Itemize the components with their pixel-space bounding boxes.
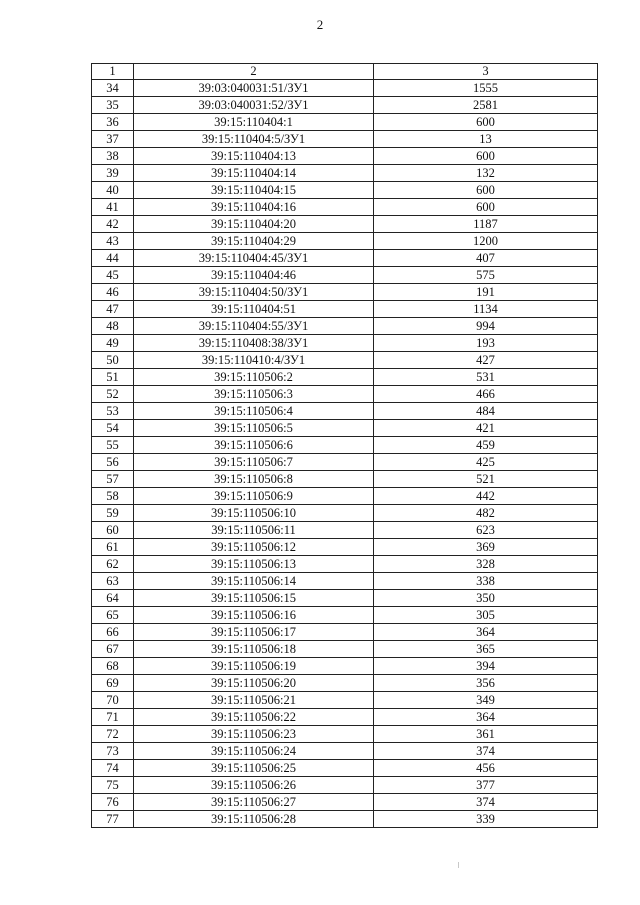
row-number-cell: 42 xyxy=(92,216,134,233)
area-cell: 377 xyxy=(374,777,598,794)
row-number-cell: 52 xyxy=(92,386,134,403)
cadastral-number-cell: 39:03:040031:51/ЗУ1 xyxy=(134,80,374,97)
cadastral-number-cell: 39:15:110506:7 xyxy=(134,454,374,471)
cadastral-number-cell: 39:15:110506:2 xyxy=(134,369,374,386)
table-row xyxy=(92,454,598,471)
cadastral-number-cell: 39:15:110506:13 xyxy=(134,556,374,573)
cadastral-number-cell: 39:15:110506:4 xyxy=(134,403,374,420)
cadastral-number-cell: 39:15:110404:51 xyxy=(134,301,374,318)
cadastral-number-cell: 39:15:110410:4/ЗУ1 xyxy=(134,352,374,369)
page-number: 2 xyxy=(316,17,324,32)
table-row xyxy=(92,301,598,318)
table-row xyxy=(92,760,598,777)
table-row xyxy=(92,811,598,828)
area-cell: 459 xyxy=(374,437,598,454)
row-number-cell: 77 xyxy=(92,811,134,828)
area-cell: 364 xyxy=(374,624,598,641)
area-cell: 600 xyxy=(374,148,598,165)
area-cell: 369 xyxy=(374,539,598,556)
row-number-cell: 51 xyxy=(92,369,134,386)
cadastral-number-cell: 39:15:110506:17 xyxy=(134,624,374,641)
area-cell: 374 xyxy=(374,794,598,811)
cadastral-number-cell: 39:15:110404:15 xyxy=(134,182,374,199)
area-cell: 1134 xyxy=(374,301,598,318)
area-cell: 350 xyxy=(374,590,598,607)
cadastral-number-cell: 39:15:110404:13 xyxy=(134,148,374,165)
cadastral-number-cell: 39:15:110404:20 xyxy=(134,216,374,233)
cadastral-number-cell: 39:15:110506:16 xyxy=(134,607,374,624)
table-row xyxy=(92,607,598,624)
cadastral-number-cell: 39:15:110408:38/ЗУ1 xyxy=(134,335,374,352)
area-cell: 374 xyxy=(374,743,598,760)
cadastral-number-cell: 39:15:110506:24 xyxy=(134,743,374,760)
area-cell: 456 xyxy=(374,760,598,777)
area-cell: 442 xyxy=(374,488,598,505)
table-row xyxy=(92,267,598,284)
area-cell: 623 xyxy=(374,522,598,539)
table-row xyxy=(92,199,598,216)
row-number-cell: 64 xyxy=(92,590,134,607)
area-cell: 191 xyxy=(374,284,598,301)
area-cell: 1200 xyxy=(374,233,598,250)
area-cell: 305 xyxy=(374,607,598,624)
table-row xyxy=(92,403,598,420)
cadastral-number-cell: 39:15:110506:6 xyxy=(134,437,374,454)
cadastral-number-cell: 39:15:110404:55/ЗУ1 xyxy=(134,318,374,335)
area-cell: 132 xyxy=(374,165,598,182)
cadastral-number-cell: 39:15:110506:5 xyxy=(134,420,374,437)
area-cell: 339 xyxy=(374,811,598,828)
cadastral-number-cell: 39:15:110506:12 xyxy=(134,539,374,556)
area-cell: 600 xyxy=(374,114,598,131)
area-cell: 600 xyxy=(374,199,598,216)
table-row xyxy=(92,233,598,250)
row-number-cell: 39 xyxy=(92,165,134,182)
row-number-cell: 50 xyxy=(92,352,134,369)
cadastral-number-cell: 39:03:040031:52/ЗУ1 xyxy=(134,97,374,114)
area-cell: 407 xyxy=(374,250,598,267)
land-plot-table xyxy=(91,63,598,828)
row-number-cell: 63 xyxy=(92,573,134,590)
row-number-cell: 36 xyxy=(92,114,134,131)
row-number-cell: 37 xyxy=(92,131,134,148)
table-row xyxy=(92,216,598,233)
row-number-cell: 59 xyxy=(92,505,134,522)
area-cell: 356 xyxy=(374,675,598,692)
table-row xyxy=(92,709,598,726)
area-cell: 1187 xyxy=(374,216,598,233)
row-number-cell: 53 xyxy=(92,403,134,420)
row-number-cell: 46 xyxy=(92,284,134,301)
row-number-cell: 60 xyxy=(92,522,134,539)
cadastral-number-cell: 39:15:110506:23 xyxy=(134,726,374,743)
row-number-cell: 55 xyxy=(92,437,134,454)
row-number-cell: 47 xyxy=(92,301,134,318)
cadastral-number-cell: 39:15:110404:16 xyxy=(134,199,374,216)
row-number-cell: 58 xyxy=(92,488,134,505)
area-cell: 466 xyxy=(374,386,598,403)
row-number-cell: 72 xyxy=(92,726,134,743)
row-number-cell: 73 xyxy=(92,743,134,760)
area-cell: 328 xyxy=(374,556,598,573)
column-header-1: 1 xyxy=(92,64,134,80)
table-row xyxy=(92,522,598,539)
table-row xyxy=(92,386,598,403)
cadastral-number-cell: 39:15:110506:26 xyxy=(134,777,374,794)
cadastral-number-cell: 39:15:110506:19 xyxy=(134,658,374,675)
row-number-cell: 69 xyxy=(92,675,134,692)
area-cell: 521 xyxy=(374,471,598,488)
area-cell: 1555 xyxy=(374,80,598,97)
cadastral-number-cell: 39:15:110404:29 xyxy=(134,233,374,250)
area-cell: 600 xyxy=(374,182,598,199)
cadastral-number-cell: 39:15:110506:28 xyxy=(134,811,374,828)
cadastral-number-cell: 39:15:110404:45/ЗУ1 xyxy=(134,250,374,267)
cadastral-number-cell: 39:15:110404:14 xyxy=(134,165,374,182)
row-number-cell: 68 xyxy=(92,658,134,675)
table-row xyxy=(92,437,598,454)
table-body xyxy=(92,80,598,828)
area-cell: 531 xyxy=(374,369,598,386)
area-cell: 421 xyxy=(374,420,598,437)
column-header-2: 2 xyxy=(134,64,374,80)
row-number-cell: 75 xyxy=(92,777,134,794)
table-row xyxy=(92,590,598,607)
table-row xyxy=(92,97,598,114)
table-row xyxy=(92,641,598,658)
land-plot-table-container xyxy=(91,63,597,828)
area-cell: 575 xyxy=(374,267,598,284)
area-cell: 338 xyxy=(374,573,598,590)
table-row xyxy=(92,726,598,743)
area-cell: 365 xyxy=(374,641,598,658)
area-cell: 2581 xyxy=(374,97,598,114)
table-row xyxy=(92,114,598,131)
row-number-cell: 38 xyxy=(92,148,134,165)
table-row xyxy=(92,539,598,556)
row-number-cell: 70 xyxy=(92,692,134,709)
table-row xyxy=(92,148,598,165)
row-number-cell: 65 xyxy=(92,607,134,624)
table-header-row xyxy=(92,64,598,80)
table-row xyxy=(92,165,598,182)
table-row xyxy=(92,250,598,267)
cadastral-number-cell: 39:15:110506:27 xyxy=(134,794,374,811)
cadastral-number-cell: 39:15:110506:10 xyxy=(134,505,374,522)
table-row xyxy=(92,284,598,301)
row-number-cell: 40 xyxy=(92,182,134,199)
area-cell: 364 xyxy=(374,709,598,726)
table-row xyxy=(92,777,598,794)
table-row xyxy=(92,335,598,352)
row-number-cell: 44 xyxy=(92,250,134,267)
row-number-cell: 74 xyxy=(92,760,134,777)
area-cell: 361 xyxy=(374,726,598,743)
area-cell: 427 xyxy=(374,352,598,369)
table-row xyxy=(92,692,598,709)
row-number-cell: 34 xyxy=(92,80,134,97)
cadastral-number-cell: 39:15:110506:20 xyxy=(134,675,374,692)
cadastral-number-cell: 39:15:110506:25 xyxy=(134,760,374,777)
area-cell: 482 xyxy=(374,505,598,522)
cadastral-number-cell: 39:15:110506:11 xyxy=(134,522,374,539)
cadastral-number-cell: 39:15:110506:3 xyxy=(134,386,374,403)
table-row xyxy=(92,794,598,811)
area-cell: 349 xyxy=(374,692,598,709)
table-row xyxy=(92,369,598,386)
cadastral-number-cell: 39:15:110506:8 xyxy=(134,471,374,488)
row-number-cell: 49 xyxy=(92,335,134,352)
cadastral-number-cell: 39:15:110404:5/ЗУ1 xyxy=(134,131,374,148)
cadastral-number-cell: 39:15:110404:50/ЗУ1 xyxy=(134,284,374,301)
table-row xyxy=(92,80,598,97)
row-number-cell: 71 xyxy=(92,709,134,726)
table-row xyxy=(92,352,598,369)
table-row xyxy=(92,488,598,505)
row-number-cell: 57 xyxy=(92,471,134,488)
area-cell: 994 xyxy=(374,318,598,335)
row-number-cell: 56 xyxy=(92,454,134,471)
table-row xyxy=(92,743,598,760)
table-row xyxy=(92,658,598,675)
area-cell: 484 xyxy=(374,403,598,420)
row-number-cell: 61 xyxy=(92,539,134,556)
table-row xyxy=(92,420,598,437)
cadastral-number-cell: 39:15:110506:21 xyxy=(134,692,374,709)
cadastral-number-cell: 39:15:110506:22 xyxy=(134,709,374,726)
row-number-cell: 48 xyxy=(92,318,134,335)
row-number-cell: 54 xyxy=(92,420,134,437)
table-row xyxy=(92,182,598,199)
cadastral-number-cell: 39:15:110506:14 xyxy=(134,573,374,590)
area-cell: 13 xyxy=(374,131,598,148)
table-row xyxy=(92,675,598,692)
table-row xyxy=(92,505,598,522)
area-cell: 193 xyxy=(374,335,598,352)
cadastral-number-cell: 39:15:110506:18 xyxy=(134,641,374,658)
column-header-3: 3 xyxy=(374,64,598,80)
cadastral-number-cell: 39:15:110404:1 xyxy=(134,114,374,131)
cadastral-number-cell: 39:15:110506:9 xyxy=(134,488,374,505)
row-number-cell: 66 xyxy=(92,624,134,641)
row-number-cell: 41 xyxy=(92,199,134,216)
scan-artifact-mark xyxy=(458,862,459,868)
table-row xyxy=(92,318,598,335)
row-number-cell: 43 xyxy=(92,233,134,250)
cadastral-number-cell: 39:15:110506:15 xyxy=(134,590,374,607)
area-cell: 394 xyxy=(374,658,598,675)
row-number-cell: 45 xyxy=(92,267,134,284)
table-row xyxy=(92,556,598,573)
row-number-cell: 35 xyxy=(92,97,134,114)
table-row xyxy=(92,573,598,590)
table-row xyxy=(92,131,598,148)
row-number-cell: 76 xyxy=(92,794,134,811)
table-row xyxy=(92,624,598,641)
cadastral-number-cell: 39:15:110404:46 xyxy=(134,267,374,284)
area-cell: 425 xyxy=(374,454,598,471)
row-number-cell: 62 xyxy=(92,556,134,573)
row-number-cell: 67 xyxy=(92,641,134,658)
table-row xyxy=(92,471,598,488)
